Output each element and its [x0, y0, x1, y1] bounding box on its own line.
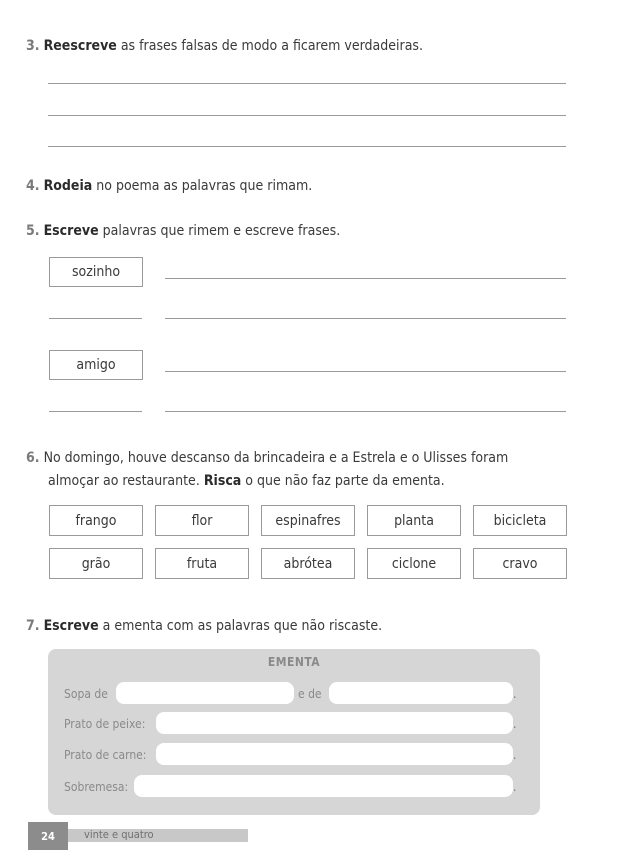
menu-option-fruta[interactable]: fruta [155, 548, 249, 579]
sentence-line[interactable] [165, 411, 566, 412]
page-number-badge: 24 [28, 822, 68, 850]
answer-line[interactable] [48, 115, 566, 116]
menu-title: EMENTA [267, 655, 321, 669]
menu-option-bicicleta[interactable]: bicicleta [473, 505, 567, 536]
instruction-text: a ementa com as palavras que não riscaste. [98, 618, 383, 634]
instruction-verb: Rodeia [43, 178, 93, 194]
footer-page-words: vinte e quatro [84, 828, 154, 841]
answer-line[interactable] [48, 83, 566, 84]
menu-option-espinafres[interactable]: espinafres [261, 505, 355, 536]
question-number: 6. [26, 450, 40, 466]
rhyme-line[interactable] [49, 411, 142, 412]
period: . [513, 717, 517, 731]
question-text: almoçar ao restaurante. [48, 473, 204, 489]
question-6-line2 [48, 473, 445, 489]
question-text-line1: No domingo, houve descanso da brincadeira e a Estrela e o Ulisses foram [43, 450, 509, 466]
question-text: o que não faz parte da ementa. [241, 473, 445, 489]
sopa-field-1[interactable] [116, 682, 294, 704]
menu-option-frango[interactable]: frango [49, 505, 143, 536]
period: . [513, 780, 517, 794]
peixe-field[interactable] [156, 712, 513, 734]
e-de-label: e de [298, 687, 322, 701]
carne-label: Prato de carne: [64, 748, 147, 762]
instruction-verb: Escreve [43, 223, 99, 239]
sobremesa-field[interactable] [134, 775, 513, 797]
menu-option-flor[interactable]: flor [155, 505, 249, 536]
sopa-label: Sopa de [64, 687, 108, 701]
question-5 [26, 223, 340, 239]
instruction-verb: Risca [203, 473, 242, 489]
peixe-label: Prato de peixe: [64, 717, 146, 731]
period: . [513, 687, 517, 701]
word-box-amigo: amigo [49, 350, 143, 380]
word-box-sozinho: sozinho [49, 257, 143, 287]
sentence-line[interactable] [165, 278, 566, 279]
menu-option-planta[interactable]: planta [367, 505, 461, 536]
carne-field[interactable] [156, 743, 513, 765]
question-number: 3. [26, 38, 40, 54]
question-4 [26, 178, 312, 194]
sentence-line[interactable] [165, 318, 566, 319]
instruction-text: no poema as palavras que rimam. [92, 178, 313, 194]
question-7 [26, 618, 382, 634]
question-6 [26, 450, 508, 466]
menu-option-ciclone[interactable]: ciclone [367, 548, 461, 579]
menu-option-abrotea[interactable]: abrótea [261, 548, 355, 579]
menu-option-cravo[interactable]: cravo [473, 548, 567, 579]
instruction-verb: Escreve [43, 618, 99, 634]
question-3 [26, 38, 423, 54]
rhyme-line[interactable] [49, 318, 142, 319]
instruction-text: palavras que rimem e escreve frases. [98, 223, 341, 239]
question-number: 7. [26, 618, 40, 634]
period: . [513, 748, 517, 762]
question-number: 5. [26, 223, 40, 239]
instruction-verb: Reescreve [43, 38, 117, 54]
question-number: 4. [26, 178, 40, 194]
sopa-field-2[interactable] [329, 682, 513, 704]
menu-card [48, 649, 540, 815]
sentence-line[interactable] [165, 371, 566, 372]
menu-option-grao[interactable]: grão [49, 548, 143, 579]
instruction-text: as frases falsas de modo a ficarem verdadeiras. [116, 38, 423, 54]
sobremesa-label: Sobremesa: [64, 780, 129, 794]
answer-line[interactable] [48, 146, 566, 147]
